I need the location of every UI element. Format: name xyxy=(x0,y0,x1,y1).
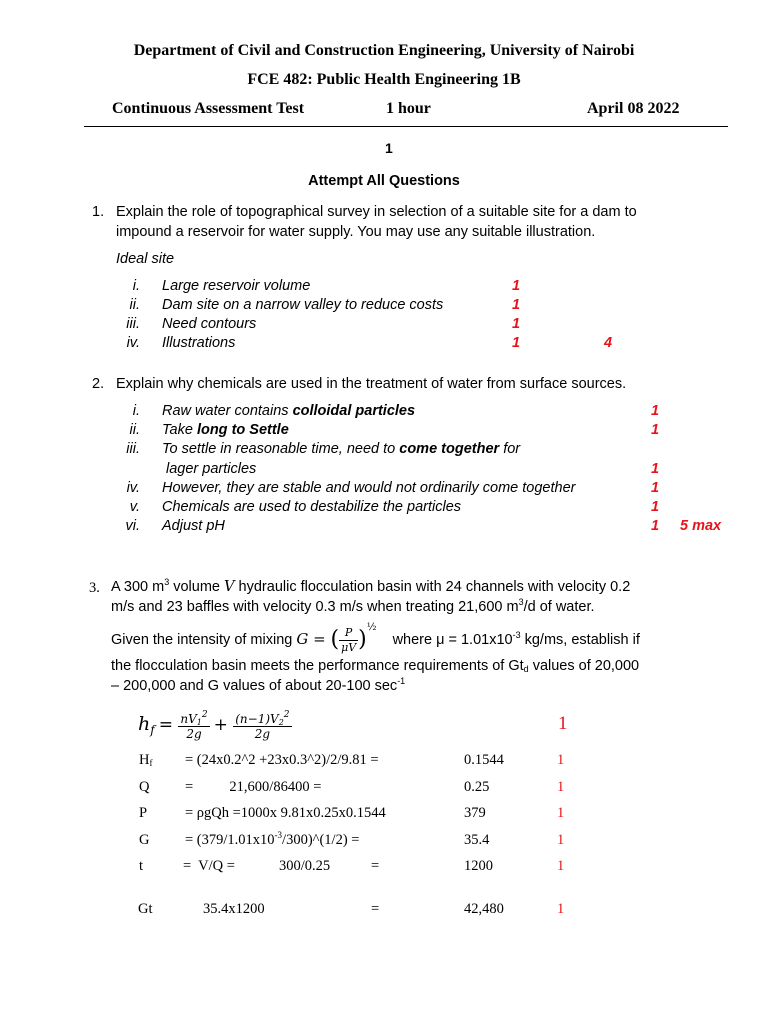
department-title: Department of Civil and Construction Engineering, University of Nairobi xyxy=(133,42,635,59)
calc-label xyxy=(139,805,147,822)
q2-item-text-post: for xyxy=(499,441,521,457)
q2-item-text-pre: Adjust pH xyxy=(162,518,225,534)
q1-number: 1. xyxy=(92,204,105,220)
gt-expr: 35.4x1200 xyxy=(203,901,265,917)
q2-item-text-pre: Take xyxy=(162,422,197,438)
q1-item-mark: 1 xyxy=(512,297,521,313)
calc-expression-main: = V/Q = xyxy=(183,858,235,874)
calc-expression-mid: 300/0.25 xyxy=(279,858,331,874)
calc-expression xyxy=(185,832,359,849)
q2-item-mark: 1 xyxy=(651,461,660,477)
test-name: Continuous Assessment Test xyxy=(112,100,305,117)
calc-label-main: t xyxy=(139,858,144,874)
calc-label xyxy=(139,779,149,796)
q1-item-mark: 1 xyxy=(512,278,521,294)
q1-item-text: Need contours xyxy=(162,316,257,332)
q2-item-mark: 1 xyxy=(651,499,660,515)
q2-item-text-bold: long to Settle xyxy=(196,422,289,438)
header-rule xyxy=(84,126,728,127)
q2-item-text-bold: come together xyxy=(399,441,500,457)
gt-equals: = xyxy=(371,901,380,917)
q1-item-mark: 1 xyxy=(512,316,521,332)
q1-item-text: Illustrations xyxy=(162,335,236,351)
course-title: FCE 482: Public Health Engineering 1B xyxy=(247,71,521,88)
q3-line5: – 200,000 and G values of about 20-100 $\sec^{-1}$ xyxy=(111,676,406,694)
q1-item-numeral: iii. xyxy=(126,316,140,332)
calc-mark: 1 xyxy=(557,752,565,768)
q2-item-text-bold: colloidal particles xyxy=(292,403,416,419)
calc-expression-main: = (24x0.2^2 +23x0.3^2)/2/9.81 = xyxy=(185,752,379,768)
calc-mark: 1 xyxy=(557,779,565,795)
calc-label-main: P xyxy=(139,805,148,821)
q2-item-text-pre: To settle in reasonable time, need to xyxy=(162,441,400,457)
calc-mark: 1 xyxy=(557,858,565,874)
calc-label-main: Q xyxy=(139,779,150,795)
calc-label xyxy=(139,832,149,849)
q2-total-mark: 5 max xyxy=(680,518,722,534)
q2-item-text xyxy=(162,499,461,515)
calc-label xyxy=(139,752,152,769)
q2-item-text xyxy=(162,422,289,438)
q2-item-mark: 1 xyxy=(651,480,660,496)
q3-number: 3. xyxy=(89,580,100,596)
q2-item-text-pre: lager particles xyxy=(166,461,257,477)
calc-value: 0.25 xyxy=(464,779,490,795)
q2-item-mark: 1 xyxy=(651,422,660,438)
calc-expression-main: = ρgQh =1000x 9.81x0.25x0.1544 xyxy=(185,805,386,821)
calc-expression xyxy=(185,752,379,769)
q1-item-mark: 1 xyxy=(512,335,521,351)
q2-item-text-pre: Raw water contains xyxy=(162,403,293,419)
q1-item-text: Large reservoir volume xyxy=(162,278,311,294)
q2-number: 2. xyxy=(92,376,105,392)
q2-item-numeral: vi. xyxy=(125,518,140,534)
calc-expression-equals: = xyxy=(371,858,380,874)
q1-item-numeral: i. xyxy=(132,278,140,294)
q2-item-mark: 1 xyxy=(651,518,660,534)
calc-value: 379 xyxy=(464,805,486,821)
q2-item-text-pre: Chemicals are used to destabilize the particles xyxy=(162,499,462,515)
q3-line3: Given the intensity of mixing G = ( $\frac{P}{\mu V}$ )$^{\frac{1}{2}}$ where $\mu = 1.01x10^{-3}$ kg/ms, establish if xyxy=(111,622,640,654)
q3-line1: A 300 $m^3$ volume V hydraulic flocculation basin with 24 channels with velocity 0.2 xyxy=(111,577,631,595)
calc-expression xyxy=(183,858,235,875)
q1-item-numeral: iv. xyxy=(126,335,140,351)
q1-text-line2: impound a reservoir for water supply. You may use any suitable illustration. xyxy=(116,224,596,240)
test-duration: 1 hour xyxy=(386,100,431,117)
q2-item-numeral: iii. xyxy=(126,441,140,457)
gt-label: Gt xyxy=(138,901,153,917)
calc-mark: 1 xyxy=(557,805,565,821)
q2-item-text-pre: However, they are stable and would not ordinarily come together xyxy=(162,480,576,496)
q3-line2: m/s and 23 baffles with velocity 0.3 m/s when treating 21,600 $m^3/d$ of water. xyxy=(111,597,595,615)
calc-expression-main: = 21,600/86400 = xyxy=(185,779,322,795)
q2-item-text xyxy=(162,403,415,419)
q2-item-numeral: v. xyxy=(129,499,140,515)
q1-item-numeral: ii. xyxy=(129,297,140,313)
g-formula: G = ( $\frac{P}{\mu V}$ )$^{\frac{1}{2}}$ xyxy=(296,622,377,654)
calc-label-main: H xyxy=(139,752,150,768)
formula-mark: 1 xyxy=(558,713,568,734)
calc-expression-main: = (379/1.01x10 xyxy=(185,832,275,848)
q2-item-text xyxy=(162,518,225,534)
q2-item-numeral: i. xyxy=(132,403,140,419)
gt-mark: 1 xyxy=(557,901,565,917)
calc-value: 0.1544 xyxy=(464,752,504,768)
q2-text: Explain why chemicals are used in the treatment of water from surface sources. xyxy=(116,376,627,392)
q3-line4: the flocculation basin meets the performance requirements of $Gt_d$ values of 20,000 xyxy=(111,658,640,674)
gt-value: 42,480 xyxy=(464,901,504,917)
calc-label xyxy=(139,858,143,875)
calc-value: 1200 xyxy=(464,858,493,874)
calc-label-sub: f xyxy=(149,758,153,768)
calc-expression-sup: -3 xyxy=(274,830,283,840)
calc-label-main: G xyxy=(139,832,150,848)
calc-expression-post: /300)^(1/2) = xyxy=(282,832,360,848)
calc-expression xyxy=(185,805,386,822)
q2-item-numeral: ii. xyxy=(129,422,140,438)
q1-subheading: Ideal site xyxy=(116,251,175,267)
q2-item-text xyxy=(162,441,520,457)
calc-mark: 1 xyxy=(557,832,565,848)
q1-item-text: Dam site on a narrow valley to reduce costs xyxy=(162,297,444,313)
instruction: Attempt All Questions xyxy=(308,173,460,189)
calc-expression xyxy=(185,779,321,796)
q1-total-mark: 4 xyxy=(604,335,613,351)
q2-item-mark: 1 xyxy=(651,403,660,419)
head-loss-formula: $h_f$ = $\frac{nV_1^2}{2g}$ + $\frac{(n-1)V_2^2}{2g}$ xyxy=(138,709,290,741)
q1-text-line1: Explain the role of topographical survey in selection of a suitable site for a dam to xyxy=(116,204,637,220)
test-date: April 08 2022 xyxy=(587,100,680,117)
q2-item-text xyxy=(166,461,256,477)
page-number: 1 xyxy=(385,140,393,156)
q2-item-text xyxy=(162,480,575,496)
calc-value: 35.4 xyxy=(464,832,490,848)
q2-item-numeral: iv. xyxy=(126,480,140,496)
